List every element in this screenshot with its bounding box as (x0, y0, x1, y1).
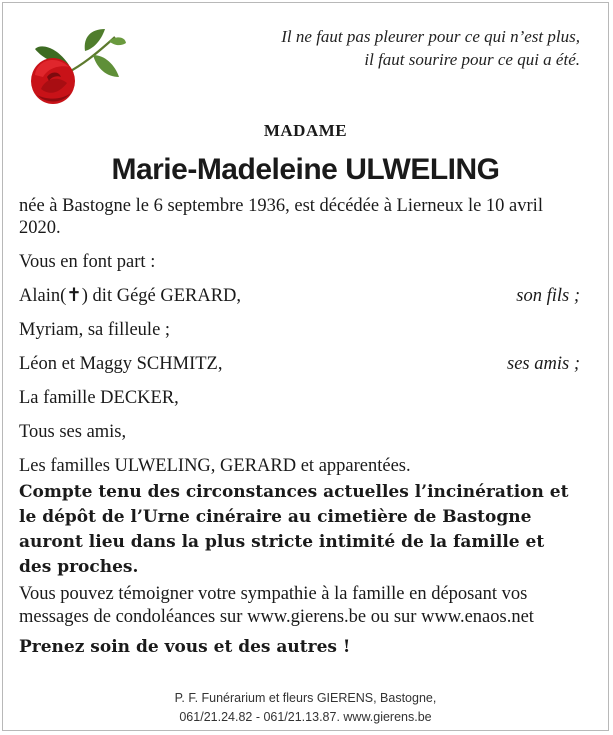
ceremony-notice: Compte tenu des circonstances actuelles l’incinération et le dépôt de l’Urne cinéraire au cimetière de Bastogne auront lieu dans la plus stricte intimité de la famille et des proches. (19, 482, 569, 577)
family-relation: son fils ; (516, 286, 580, 306)
funeral-home-footer (3, 689, 608, 727)
family-row (19, 455, 580, 477)
family-member: Léon et Maggy SCHMITZ, (19, 354, 223, 374)
family-member: Alain(✝) dit Gégé GERARD, (19, 286, 242, 306)
footer-line-1: P. F. Funérarium et fleurs GIERENS, Bastogne, (174, 691, 437, 705)
family-relation: ses amis ; (507, 354, 580, 374)
family-member: Tous ses amis, (19, 422, 127, 442)
obituary-body (19, 195, 580, 658)
quote-line-1: Il ne faut pas pleurer pour ce qui n’est plus, (281, 27, 580, 46)
family-member: La famille DECKER, (19, 388, 179, 408)
family-row (19, 285, 580, 307)
obituary-card (2, 2, 609, 731)
footer-line-2: 061/21.24.82 - 061/21.13.87. www.gierens.be (179, 710, 432, 724)
honorific-title: MADAME (263, 121, 348, 140)
family-row (19, 387, 580, 409)
red-rose-icon (27, 25, 127, 107)
epigraph-quote (281, 25, 580, 71)
deceased-name: Marie-Madeleine ULWELING (111, 153, 500, 186)
condolences-info: Vous pouvez témoigner votre sympathie à la famille en déposant vos messages de condoléances sur www.gierens.be ou sur www.enaos.net (19, 584, 534, 627)
family-row (19, 421, 580, 443)
family-row (19, 319, 580, 341)
closing-message: Prenez soin de vous et des autres ! (19, 637, 351, 657)
birth-death-statement: née à Bastogne le 6 septembre 1936, est décédée à Lierneux le 10 avril 2020. (19, 196, 543, 238)
family-member: Myriam, sa filleule ; (19, 320, 171, 340)
announcement-line: Vous en font part : (19, 252, 156, 272)
quote-line-2: il faut sourire pour ce qui a été. (364, 50, 580, 69)
family-member: Les familles ULWELING, GERARD et apparentées. (19, 456, 411, 476)
family-row (19, 353, 580, 375)
